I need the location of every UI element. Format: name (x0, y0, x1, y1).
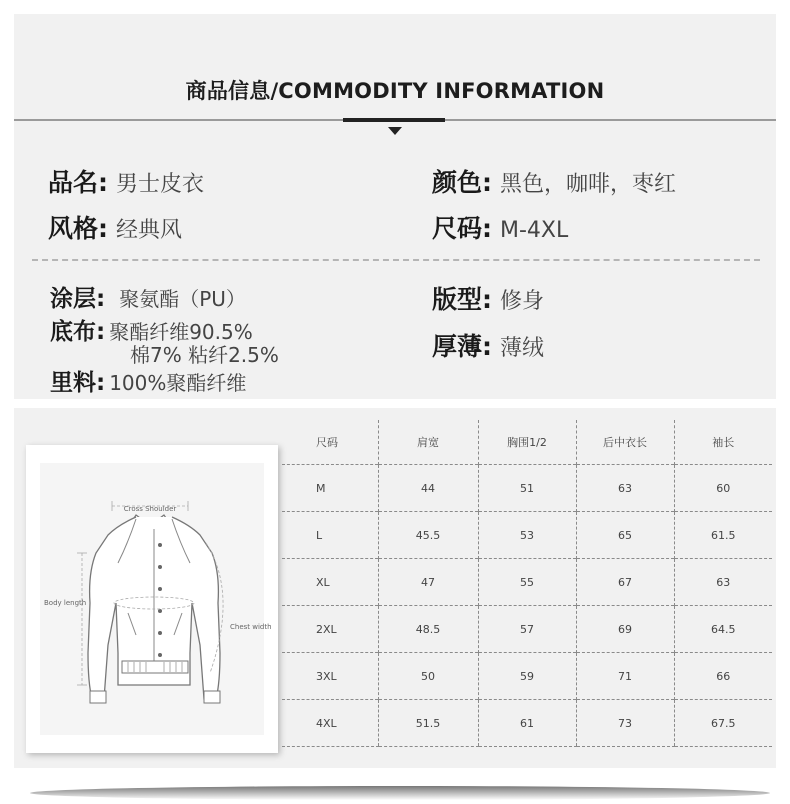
table-cell: 53 (478, 512, 576, 559)
attr-value: 修身 (500, 289, 545, 314)
table-cell: L (282, 512, 378, 559)
attr-label: 厚薄 (432, 332, 483, 361)
attr-value: 经典风 (116, 218, 183, 243)
table-cell: 63 (576, 465, 674, 512)
attr-value: 聚氨酯（PU） (119, 287, 246, 311)
column-header: 袖长 (674, 420, 772, 465)
body-length-label: Body length (44, 599, 87, 607)
attr-color (432, 163, 676, 199)
table-cell: 47 (378, 559, 478, 606)
attr-label: 里料 (50, 370, 96, 396)
attr-colon: : (482, 168, 493, 197)
jacket-sketch-card (26, 445, 278, 753)
table-cell: 2XL (282, 606, 378, 653)
table-cell: 63 (674, 559, 772, 606)
table-cell: 51.5 (378, 700, 478, 747)
attr-style (48, 209, 182, 245)
chest-width-label: Chest width (230, 623, 272, 631)
attr-value: 100%聚酯纤维 (109, 371, 247, 395)
attr-fit (432, 280, 544, 316)
header-accent-bar (343, 118, 445, 122)
attr-colon: : (482, 285, 493, 314)
table-cell: 4XL (282, 700, 378, 747)
attr-label: 底布 (50, 319, 96, 345)
table-cell: 71 (576, 653, 674, 700)
table-header-row (282, 420, 772, 465)
attr-size-range (432, 209, 568, 245)
table-cell: 50 (378, 653, 478, 700)
attr-colon: : (98, 214, 109, 243)
table-row (282, 512, 772, 559)
table-cell: 65 (576, 512, 674, 559)
attr-colon: : (96, 319, 106, 345)
table-cell: 51 (478, 465, 576, 512)
table-cell: 67 (576, 559, 674, 606)
table-cell: 69 (576, 606, 674, 653)
attr-coating (50, 280, 246, 313)
cross-shoulder-label: Cross Shoulder (123, 505, 177, 513)
table-cell: 45.5 (378, 512, 478, 559)
attr-thickness (432, 327, 544, 363)
column-header: 后中衣长 (576, 420, 674, 465)
attr-value: 薄绒 (500, 336, 545, 361)
table-cell: 44 (378, 465, 478, 512)
attr-label: 涂层 (50, 286, 96, 312)
table-cell: 60 (674, 465, 772, 512)
table-row (282, 465, 772, 512)
table-row (282, 606, 772, 653)
jacket-sketch-illustration (40, 463, 272, 735)
column-header: 尺码 (316, 436, 338, 449)
size-table (282, 420, 772, 747)
attr-value: 男士皮衣 (116, 172, 205, 197)
table-cell: M (282, 465, 378, 512)
attr-label: 颜色 (432, 168, 483, 197)
table-row (282, 700, 772, 747)
attr-colon: : (482, 214, 493, 243)
table-cell: 66 (674, 653, 772, 700)
attr-product-name (48, 163, 204, 199)
attr-lining (50, 364, 246, 397)
attr-label: 尺码 (432, 214, 483, 243)
attr-colon: : (482, 332, 493, 361)
attr-label: 风格 (48, 214, 99, 243)
table-row (282, 653, 772, 700)
table-cell: XL (282, 559, 378, 606)
attr-colon: : (96, 286, 106, 312)
attr-value-line2: 棉7% 粘纤2.5% (130, 343, 279, 367)
attr-label: 品名 (48, 168, 99, 197)
attributes-divider (32, 259, 760, 261)
attr-value: 黑色，咖啡，枣红 (500, 172, 677, 197)
table-cell: 67.5 (674, 700, 772, 747)
section-title: 商品信息/COMMODITY INFORMATION (185, 79, 605, 103)
table-cell: 64.5 (674, 606, 772, 653)
attr-value: M-4XL (500, 218, 569, 243)
table-cell: 61.5 (674, 512, 772, 559)
table-cell: 73 (576, 700, 674, 747)
table-cell: 48.5 (378, 606, 478, 653)
table-cell: 61 (478, 700, 576, 747)
table-cell: 3XL (282, 653, 378, 700)
table-row (282, 559, 772, 606)
attr-colon: : (98, 168, 109, 197)
table-cell: 55 (478, 559, 576, 606)
attr-colon: : (96, 370, 106, 396)
column-header: 胸围1/2 (478, 420, 576, 465)
attr-label: 版型 (432, 285, 483, 314)
column-header: 肩宽 (378, 420, 478, 465)
table-cell: 59 (478, 653, 576, 700)
down-arrow-icon (388, 127, 402, 135)
table-cell: 57 (478, 606, 576, 653)
attr-value-line1: 聚酯纤维90.5% (109, 320, 253, 344)
bottom-shadow-divider (30, 786, 770, 800)
